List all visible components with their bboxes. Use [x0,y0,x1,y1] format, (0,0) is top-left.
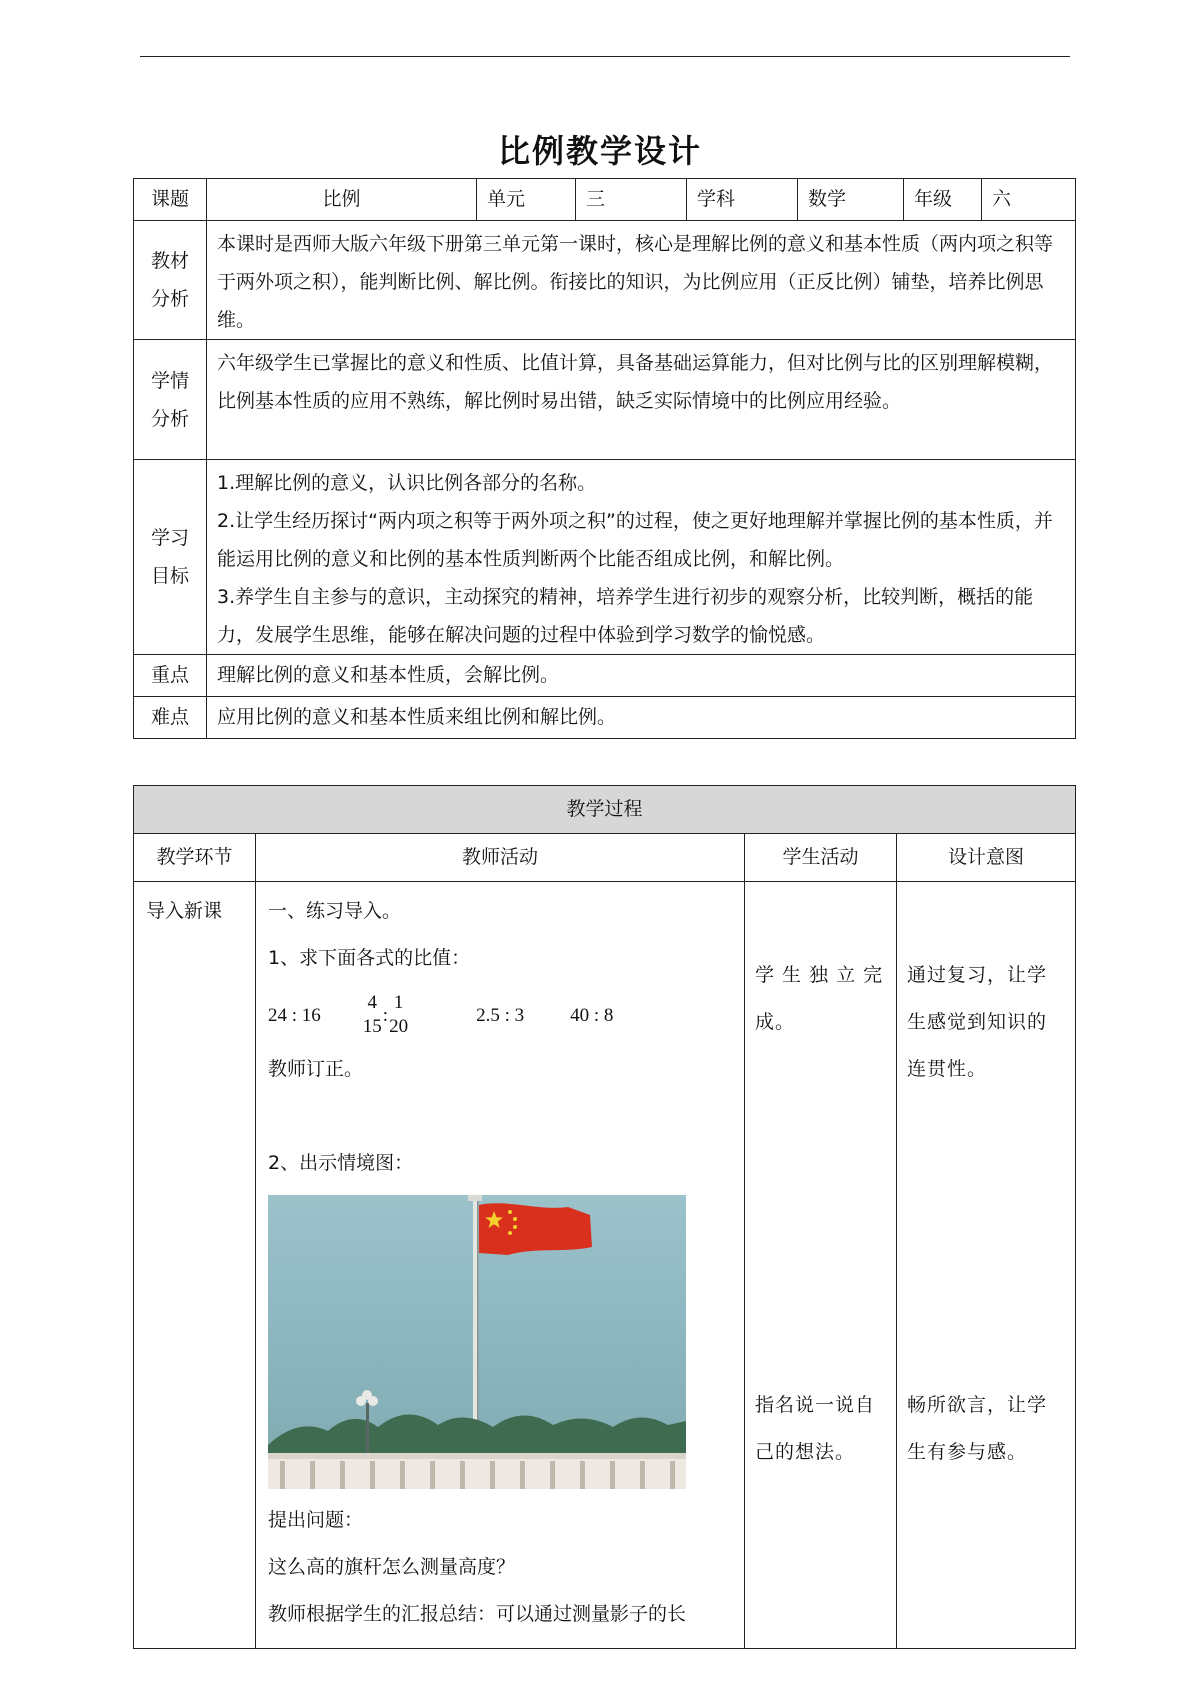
design-intent [897,882,1076,1649]
expression-24-16: 24 : 16 [268,1004,321,1026]
goal-item: 2.让学生经历探讨“两内项之积等于两外项之积”的过程，使之更好地理解并掌握比例的基本性质，并能运用比例的意义和比例的基本性质判断两个比能否组成比例，和解比例。 [217,510,1053,570]
fraction-numerator: 4 [367,992,378,1013]
student-activity-line: 学 生 独 立 完 [755,964,884,986]
design-intent-line: 通过复习，让学 [907,964,1048,986]
key-row [134,655,1076,697]
fraction-denominator: 20 [389,1016,409,1037]
marble-railing [268,1457,686,1489]
design-intent-line: 畅所欲言，让学 [907,1394,1048,1416]
topic-value: 比例 [207,179,477,221]
material-row [134,221,1076,340]
goals-label-line2: 目标 [150,565,189,587]
document-title: 比例教学设计 [497,132,702,170]
teacher-line: 这么高的旗杆怎么测量高度？ [268,1556,516,1578]
street-lamp [362,1390,372,1400]
grade-label: 年级 [904,179,982,221]
teaching-process-table [133,785,1076,1649]
stage-cell [134,882,256,1649]
teacher-line: 教师订正。 [268,1058,364,1080]
ratio-expressions [268,984,736,1046]
student-activity-line: 己的想法。 [755,1441,856,1463]
design-intent-line: 连贯性。 [907,1058,988,1080]
difficulty-text: 应用比例的意义和基本性质来组比例和解比例。 [207,697,1076,739]
learner-label-line1: 学情 [150,369,189,392]
learner-label [134,340,207,460]
fraction-denominator: 15 [362,1016,382,1037]
grade-value: 六 [982,179,1076,221]
flag-scene-image [268,1195,686,1489]
expression-2.5-3: 2.5 : 3 [476,1004,525,1026]
flag-photo-illustration [268,1195,686,1489]
teacher-line: 1、求下面各式的比值： [268,947,471,969]
fraction-1-20 [389,991,408,1039]
goals-label [134,460,207,655]
teacher-activity [256,882,745,1649]
header-rule [140,56,1070,57]
topic-label: 课题 [134,179,207,221]
process-row-intro [134,882,1076,1649]
learner-analysis-text: 六年级学生已掌握比的意义和性质、比值计算，具备基础运算能力，但对比例与比的区别理解模糊，比例基本性质的应用不熟练，解比例时易出错，缺乏实际情境中的比例应用经验。 [207,340,1076,460]
subject-value: 数学 [798,179,904,221]
learner-row [134,340,1076,460]
material-label [134,221,207,340]
expression-40-8: 40 : 8 [570,1004,614,1026]
lesson-info-table [133,178,1076,739]
design-intent-line: 生有参与感。 [907,1441,1028,1463]
difficulty-label: 难点 [134,697,207,739]
flag [479,1203,592,1255]
expression-fraction-ratio [363,991,408,1039]
unit-value: 三 [576,179,687,221]
fraction-numerator: 1 [393,992,404,1013]
material-label-line2: 分析 [150,288,189,310]
student-activity [745,882,897,1649]
goal-item: 3.养学生自主参与的意识，主动探究的精神，培养学生进行初步的观察分析，比较判断，概括的能力，发展学生思维，能够在解决问题的过程中体验到学习数学的愉悦感。 [217,586,1034,646]
unit-label: 单元 [477,179,576,221]
goal-item: 1.理解比例的意义，认识比例各部分的名称。 [217,472,597,494]
goals-label-line1: 学习 [150,527,189,549]
stage-label: 导入新课 [146,900,223,922]
process-columns-row [134,834,1076,882]
column-header-teacher: 教师活动 [256,834,745,882]
fraction-4-15 [363,991,382,1039]
info-header-row [134,179,1076,221]
ratio-colon: : [382,1004,389,1026]
goals-row [134,460,1076,655]
material-label-line1: 教材 [150,250,189,272]
teacher-line: 2、出示情境图： [268,1152,414,1174]
key-point-text: 理解比例的意义和基本性质，会解比例。 [207,655,1076,697]
difficulty-row [134,697,1076,739]
subject-label: 学科 [687,179,798,221]
process-header-row [134,786,1076,834]
column-header-student: 学生活动 [745,834,897,882]
teacher-line: 一、练习导入。 [268,900,402,922]
teaching-process-header: 教学过程 [134,786,1076,834]
material-analysis-text: 本课时是西师大版六年级下册第三单元第一课时，核心是理解比例的意义和基本性质（两内项之积等于两外项之积），能判断比例、解比例。衔接比的知识，为比例应用（正反比例）铺垫，培养比例思维。 [207,221,1076,340]
student-activity-line: 成。 [755,1011,796,1033]
column-header-intent: 设计意图 [897,834,1076,882]
key-label: 重点 [134,655,207,697]
learner-label-line2: 分析 [150,407,189,430]
learning-goals [207,460,1076,655]
column-header-stage: 教学环节 [134,834,256,882]
teacher-line: 教师根据学生的汇报总结：可以通过测量影子的长 [268,1603,687,1625]
design-intent-line: 生感觉到知识的 [907,1011,1048,1033]
student-activity-line: 指名说一说自 [755,1394,876,1416]
teacher-line: 提出问题： [268,1509,364,1531]
